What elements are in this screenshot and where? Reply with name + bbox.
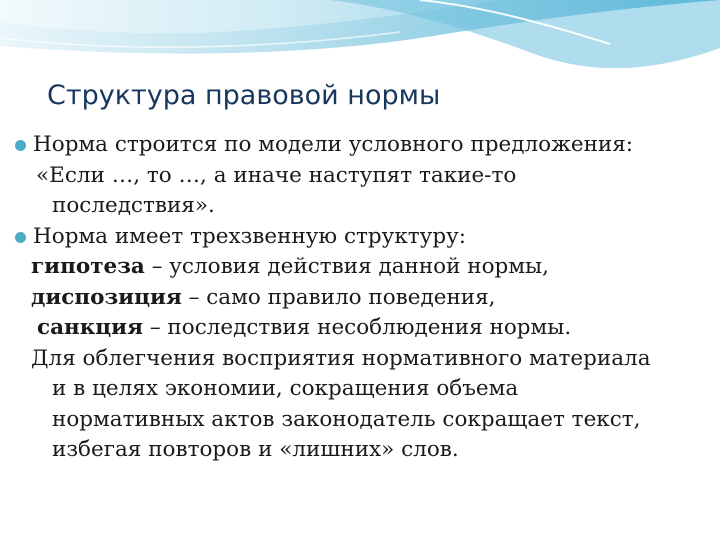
term-disposition: диспозиция [31,284,182,310]
slide-body [0,130,712,466]
paragraph-line [0,405,712,436]
paragraph-line [0,435,712,466]
paragraph-text: нормативных актов законодатель сокращает текст, [52,406,641,432]
quote-text: «Если …, то …, а иначе наступят такие-то [36,162,517,188]
term-line [0,283,712,314]
body-line [0,161,712,192]
term-definition: – последствия несоблюдения нормы. [143,315,572,340]
continuation-text: последствия». [52,193,215,218]
term-line [0,252,712,283]
term-sanction: санкция [37,315,143,340]
paragraph-line [0,374,712,405]
paragraph-line [0,344,712,375]
bullet-line [0,222,712,253]
term-definition: – само правило поведения, [181,284,496,310]
paragraph-text: Для облегчения восприятия нормативного материала [31,345,651,371]
bullet-dot-icon [15,232,26,243]
bullet-line [0,130,712,161]
slide-title: Структура правовой нормы [47,80,441,111]
header-wave-decoration [0,0,720,80]
bullet-dot-icon [15,140,26,151]
term-definition: – условия действия данной нормы, [144,254,549,279]
term-line [0,313,712,344]
paragraph-text: избегая повторов и «лишних» слов. [52,437,459,462]
term-hypothesis: гипотеза [31,254,145,279]
body-line [0,191,712,222]
paragraph-text: и в целях экономии, сокращения объема [52,376,519,401]
bullet-text: Норма строится по модели условного предложения: [33,132,634,157]
bullet-text: Норма имеет трехзвенную структуру: [33,223,466,249]
